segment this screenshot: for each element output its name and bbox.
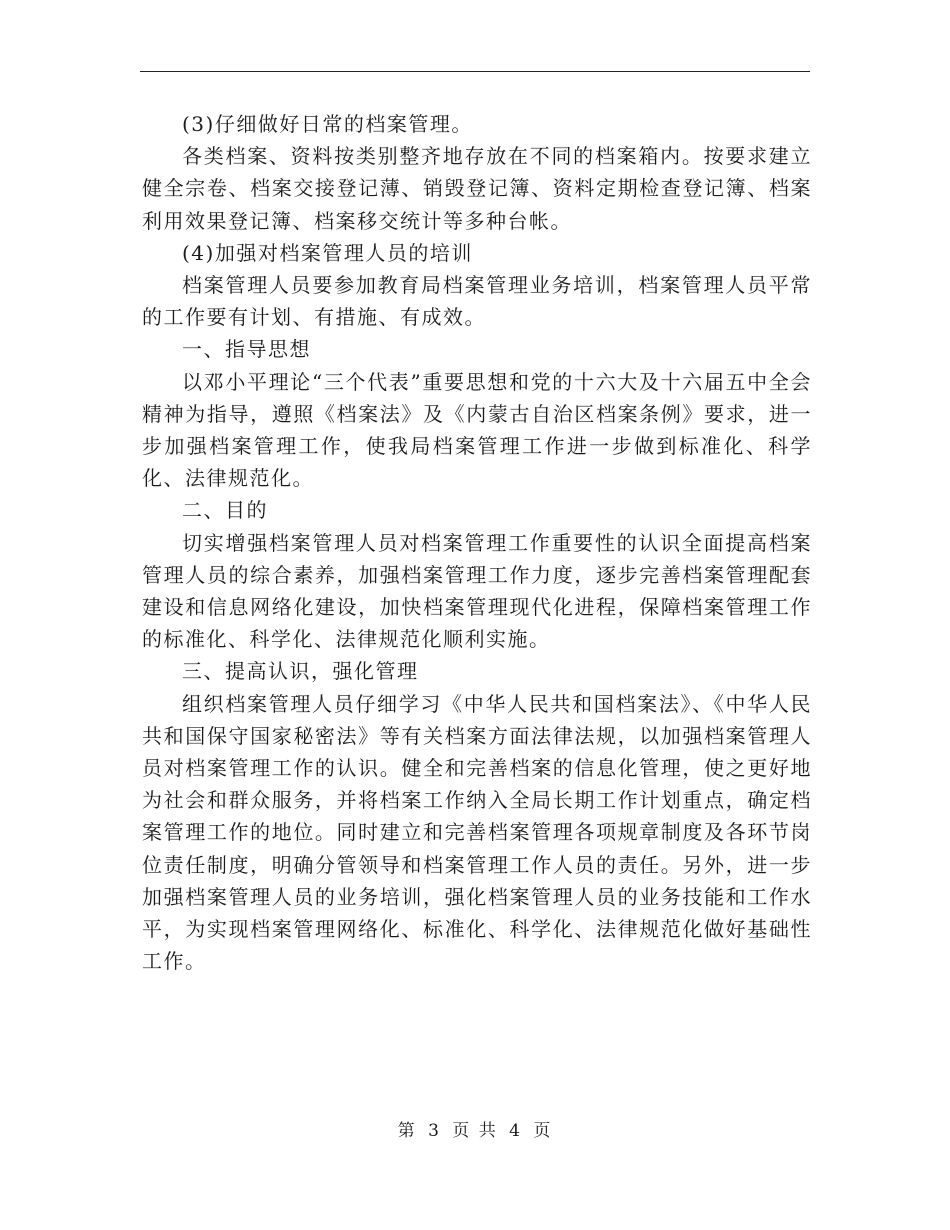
footer-current-page: 3 [428, 1121, 441, 1141]
paragraph-guiding-ideology: 以邓小平理论“三个代表”重要思想和党的十六大及十六届五中全会精神为指导，遵照《档案法》及《内蒙古自治区档案条例》要求，进一步加强档案管理工作，使我局档案管理工作进一步做到标准化、科学化、法律规范化。 [142, 369, 812, 491]
footer-total-pages: 4 [509, 1121, 522, 1141]
page-footer [0, 1116, 950, 1141]
footer-suffix: 页 [533, 1121, 553, 1141]
document-body [142, 108, 812, 977]
paragraph-subheading-4: (4)加强对档案管理人员的培训 [182, 240, 473, 265]
footer-prefix: 第 [397, 1121, 417, 1141]
paragraph-subheading-3: (3)仔细做好日常的档案管理。 [182, 112, 473, 136]
header-rule [140, 71, 810, 72]
paragraph-purpose: 切实增强档案管理人员对档案管理工作重要性的认识全面提高档案管理人员的综合素养，加强档案管理工作力度，逐步完善档案管理配套建设和信息网络化建设，加快档案管理现代化进程，保障档案管理工作的标准化、科学化、法律规范化顺利实施。 [142, 530, 812, 652]
paragraph-awareness: 组织档案管理人员仔细学习《中华人民共和国档案法》、《中华人民共和国保守国家秘密法》等有关档案方面法律法规，以加强档案管理人员对档案管理工作的认识。健全和完善档案的信息化管理，使之更好地为社会和群众服务，并将档案工作纳入全局长期工作计划重点，确定档案管理工作的地位。同时建立和完善档案管理各项规章制度及各环节岗位责任制度，明确分管领导和档案管理工作人员的责任。另外，进一步加强档案管理人员的业务培训，强化档案管理人员的业务技能和工作水平，为实现档案管理网络化、标准化、科学化、法律规范化做好基础性工作。 [142, 691, 812, 974]
paragraph-archive-storage: 各类档案、资料按类别整齐地存放在不同的档案箱内。按要求建立健全宗卷、档案交接登记薄、销毁登记簿、资料定期检查登记簿、档案利用效果登记簿、档案移交统计等多种台帐。 [142, 144, 812, 233]
section-heading-awareness: 三、提高认识，强化管理 [182, 659, 419, 684]
paragraph-training: 档案管理人员要参加教育局档案管理业务培训，档案管理人员平常的工作要有计划、有措施、有成效。 [142, 273, 812, 330]
section-heading-purpose: 二、目的 [182, 498, 268, 523]
footer-middle: 页 共 [452, 1121, 498, 1141]
section-heading-guiding-ideology: 一、指导思想 [182, 337, 311, 362]
